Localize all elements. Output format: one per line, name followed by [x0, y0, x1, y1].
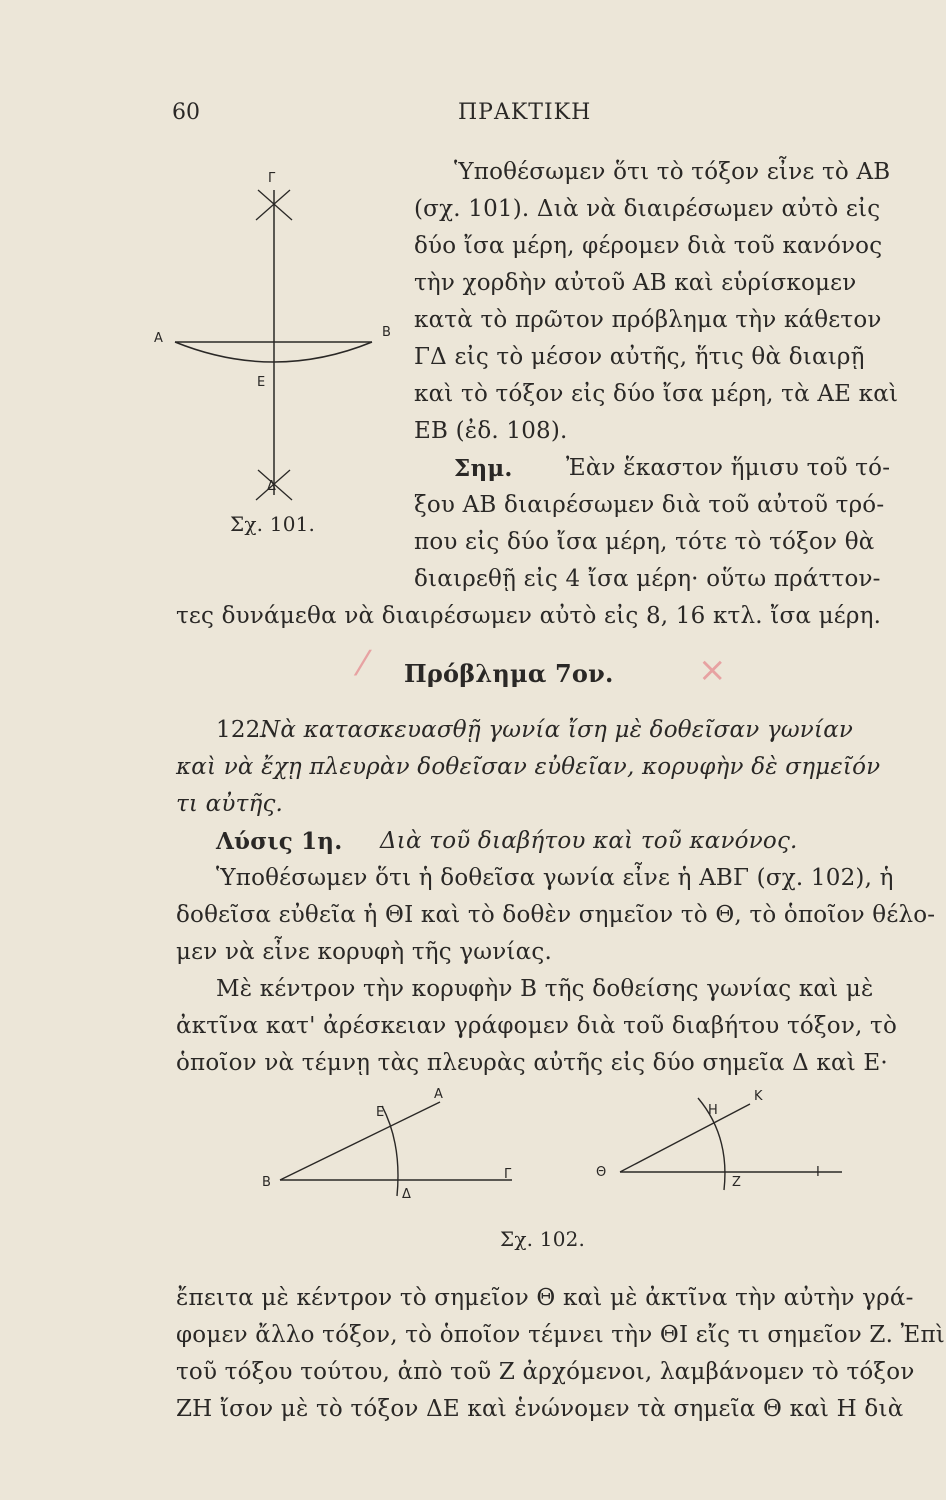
fig101-label-bottom: Δ — [267, 479, 276, 494]
fig102-left-side-ba — [280, 1102, 440, 1180]
p1-line-4: τὴν χορδὴν αὐτοῦ ΑΒ καὶ εὑρίσκομεν — [414, 270, 857, 296]
fig102-label-b: Β — [262, 1175, 271, 1190]
figure-102 — [250, 1078, 850, 1218]
p1-line-2: (σχ. 101). Διὰ νὰ διαιρέσωμεν αὐτὸ εἰς — [414, 196, 881, 222]
s1-line-3: μεν νὰ εἶνε κορυφὴ τῆς γωνίας. — [176, 939, 552, 965]
fig102-right-side-tk — [620, 1104, 750, 1172]
note-line-5: τες δυνάμεθα νὰ διαιρέσωμεν αὐτὸ εἰς 8, 16 κτλ. ἴσα μέρη. — [176, 603, 882, 629]
problem-line-3: τι αὐτῆς. — [176, 791, 284, 817]
s3-line-2: φομεν ἄλλο τόξον, τὸ ὁποῖον τέμνει τὴν ΘΙ εἴς τι σημεῖον Ζ. Ἐπὶ — [176, 1322, 945, 1348]
fig101-label-mid: Ε — [257, 375, 266, 390]
p1-line-3: δύο ἴσα μέρη, φέρομεν διὰ τοῦ κανόνος — [414, 233, 883, 259]
note-line-2: ξου ΑΒ διαιρέσωμεν διὰ τοῦ αὐτοῦ τρό- — [414, 492, 885, 518]
problem-number: 122. — [216, 717, 269, 743]
figure-101 — [140, 160, 410, 560]
red-pencil-mark-right: × — [698, 650, 727, 690]
fig102-left-arc — [382, 1106, 398, 1196]
note-line-3: που εἰς δύο ἴσα μέρη, τότε τὸ τόξον θὰ — [414, 529, 875, 555]
problem-line-2: καὶ νὰ ἔχῃ πλευρὰν δοθεῖσαν εὐθεῖαν, κορυφὴν δὲ σημεῖόν — [176, 754, 881, 780]
note-line-4: διαιρεθῇ εἰς 4 ἴσα μέρη· οὕτω πράττον- — [414, 566, 881, 592]
s3-line-3: τοῦ τόξου τούτου, ἀπὸ τοῦ Ζ ἀρχόμενοι, λαμβάνομεν τὸ τόξον — [176, 1359, 915, 1385]
p1-line-8: ΕΒ (ἐδ. 108). — [414, 418, 568, 444]
fig102-label-a: Α — [434, 1087, 443, 1102]
solution-method: Διὰ τοῦ διαβήτου καὶ τοῦ κανόνος. — [380, 828, 798, 854]
p1-line-7: καὶ τὸ τόξον εἰς δύο ἴσα μέρη, τὰ ΑΕ καὶ — [414, 381, 899, 407]
fig102-label-z: Ζ — [732, 1175, 741, 1190]
section-title: Πρόβλημα 7ον. — [404, 659, 614, 688]
problem-line-1: Νὰ κατασκευασθῇ γωνία ἴση μὲ δοθεῖσαν γωνίαν — [260, 717, 854, 743]
fig102-label-d: Δ — [402, 1187, 411, 1202]
solution-label: Λύσις 1η. — [216, 828, 343, 855]
s1-line-2: δοθεῖσα εὐθεῖα ἡ ΘΙ καὶ τὸ δοθὲν σημεῖον τὸ Θ, τὸ ὁποῖον θέλο- — [176, 902, 936, 928]
p1-line-6: ΓΔ εἰς τὸ μέσον αὐτῆς, ἥτις θὰ διαιρῇ — [414, 344, 865, 370]
fig102-label-h: Η — [708, 1103, 718, 1118]
s3-line-4: ΖΗ ἴσον μὲ τὸ τόξον ΔΕ καὶ ἑνώνομεν τὰ σημεῖα Θ καὶ Η διὰ — [176, 1396, 904, 1422]
fig101-label-top: Γ — [268, 171, 276, 186]
fig101-label-left: Α — [154, 331, 163, 346]
fig102-label-g: Γ — [504, 1167, 512, 1182]
s1-line-1: Ὑποθέσωμεν ὅτι ἡ δοθεῖσα γωνία εἶνε ἡ ΑΒΓ (σχ. 102), ἡ — [216, 865, 894, 891]
fig102-label-th: Θ — [596, 1165, 607, 1180]
red-pencil-mark-left: ⁄ — [360, 644, 366, 684]
fig101-label-right: Β — [382, 325, 391, 340]
s2-line-3: ὁποῖον νὰ τέμνῃ τὰς πλευρὰς αὐτῆς εἰς δύο σημεῖα Δ καὶ Ε· — [176, 1050, 888, 1076]
fig102-label-k: Κ — [754, 1089, 763, 1104]
fig102-label-i: Ι — [816, 1165, 820, 1180]
p1-line-5: κατὰ τὸ πρῶτον πρόβλημα τὴν κάθετον — [414, 307, 882, 333]
p1-line-1: Ὑποθέσωμεν ὅτι τὸ τόξον εἶνε τὸ ΑΒ — [454, 159, 891, 185]
page-number: 60 — [172, 100, 200, 125]
figure-101-caption: Σχ. 101. — [230, 512, 316, 536]
note-line-1: Ἐὰν ἕκαστον ἥμισυ τοῦ τό- — [566, 455, 891, 481]
fig102-label-e: Ε — [376, 1105, 385, 1120]
note-label: Σημ. — [454, 455, 513, 482]
s3-line-1: ἔπειτα μὲ κέντρον τὸ σημεῖον Θ καὶ μὲ ἀκτῖνα τὴν αὐτὴν γρά- — [176, 1285, 914, 1311]
s2-line-2: ἀκτῖνα κατ' ἀρέσκειαν γράφομεν διὰ τοῦ διαβήτου τόξον, τὸ — [176, 1013, 898, 1039]
figure-102-caption: Σχ. 102. — [500, 1227, 586, 1251]
s2-line-1: Μὲ κέντρον τὴν κορυφὴν Β τῆς δοθείσης γωνίας καὶ μὲ — [216, 976, 874, 1002]
running-title: ΠΡΑΚΤΙΚΗ — [458, 100, 592, 125]
